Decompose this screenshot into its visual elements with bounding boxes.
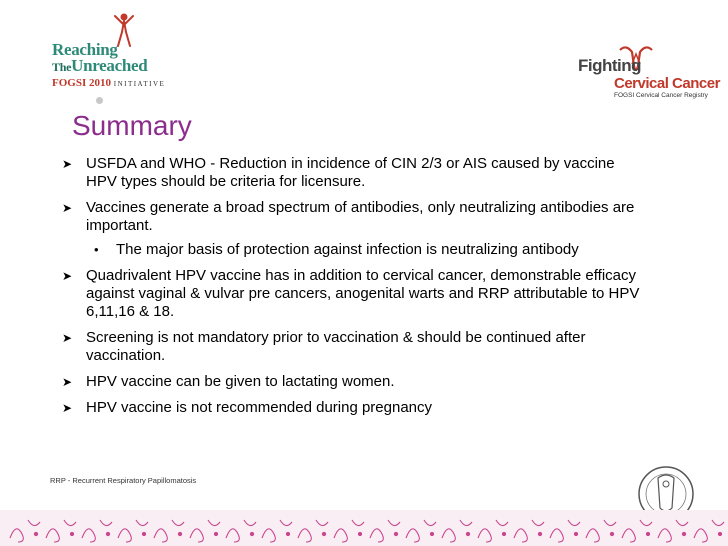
bullet-item (58, 399, 643, 417)
arrow-bullet-icon: ➤ (62, 401, 73, 415)
logo-cervical-cancer: Cervical Cancer (614, 75, 720, 92)
logo-line-the: The (52, 60, 72, 74)
arrow-bullet-icon: ➤ (62, 331, 73, 345)
summary-bullet-list (58, 155, 643, 425)
sub-bullet-item (58, 241, 643, 259)
logo-registry: FOGSI Cervical Cancer Registry (614, 92, 708, 99)
logo-line-unreached-text: Unreached (71, 56, 148, 75)
logo-initiative: INITIATIVE (113, 80, 166, 88)
bullet-text: HPV vaccine can be given to lactating women. (86, 373, 395, 390)
decorative-dot (96, 97, 103, 104)
bullet-item (58, 373, 643, 391)
bullet-text: HPV vaccine is not recommended during pregnancy (86, 399, 433, 416)
bullet-item (58, 267, 643, 321)
bullet-text: USFDA and WHO - Reduction in incidence of CIN 2/3 or AIS caused by vaccine HPV types should be criteria for licensure. (86, 155, 615, 190)
arrow-bullet-icon: ➤ (62, 201, 73, 215)
slide-title: Summary (72, 110, 192, 141)
dot-bullet-icon: • (94, 242, 99, 257)
bullet-text: Screening is not mandatory prior to vaccination & should be continued after vaccination. (86, 329, 586, 364)
logo-line-unreached (52, 56, 147, 76)
reaching-unreached-logo (20, 12, 170, 92)
footnote: RRP - Recurrent Respiratory Papillomatosis (50, 476, 197, 485)
bullet-item (58, 199, 643, 235)
decorative-border (0, 510, 728, 546)
arrow-bullet-icon: ➤ (62, 375, 73, 389)
logo-line-reaching: Reaching (52, 40, 118, 59)
bullet-text: The major basis of protection against infection is neutralizing antibody (116, 241, 579, 258)
logo-fighting: Fighting (578, 56, 642, 75)
bullet-item (58, 329, 643, 365)
bullet-item (58, 155, 643, 191)
arrow-bullet-icon: ➤ (62, 269, 73, 283)
logo-fogsi-year: FOGSI 2010 (52, 77, 111, 89)
logo-line-fogsi (52, 77, 165, 89)
bullet-text: Vaccines generate a broad spectrum of antibodies, only neutralizing antibodies are important. (86, 199, 635, 234)
bullet-text: Quadrivalent HPV vaccine has in addition to cervical cancer, demonstrable efficacy against vaginal & vulvar pre cancers, anogenital warts and RRP attributable to HPV 6,11,16 & 18. (86, 267, 640, 320)
fighting-cervical-cancer-logo (578, 42, 728, 112)
arrow-bullet-icon: ➤ (62, 157, 73, 171)
